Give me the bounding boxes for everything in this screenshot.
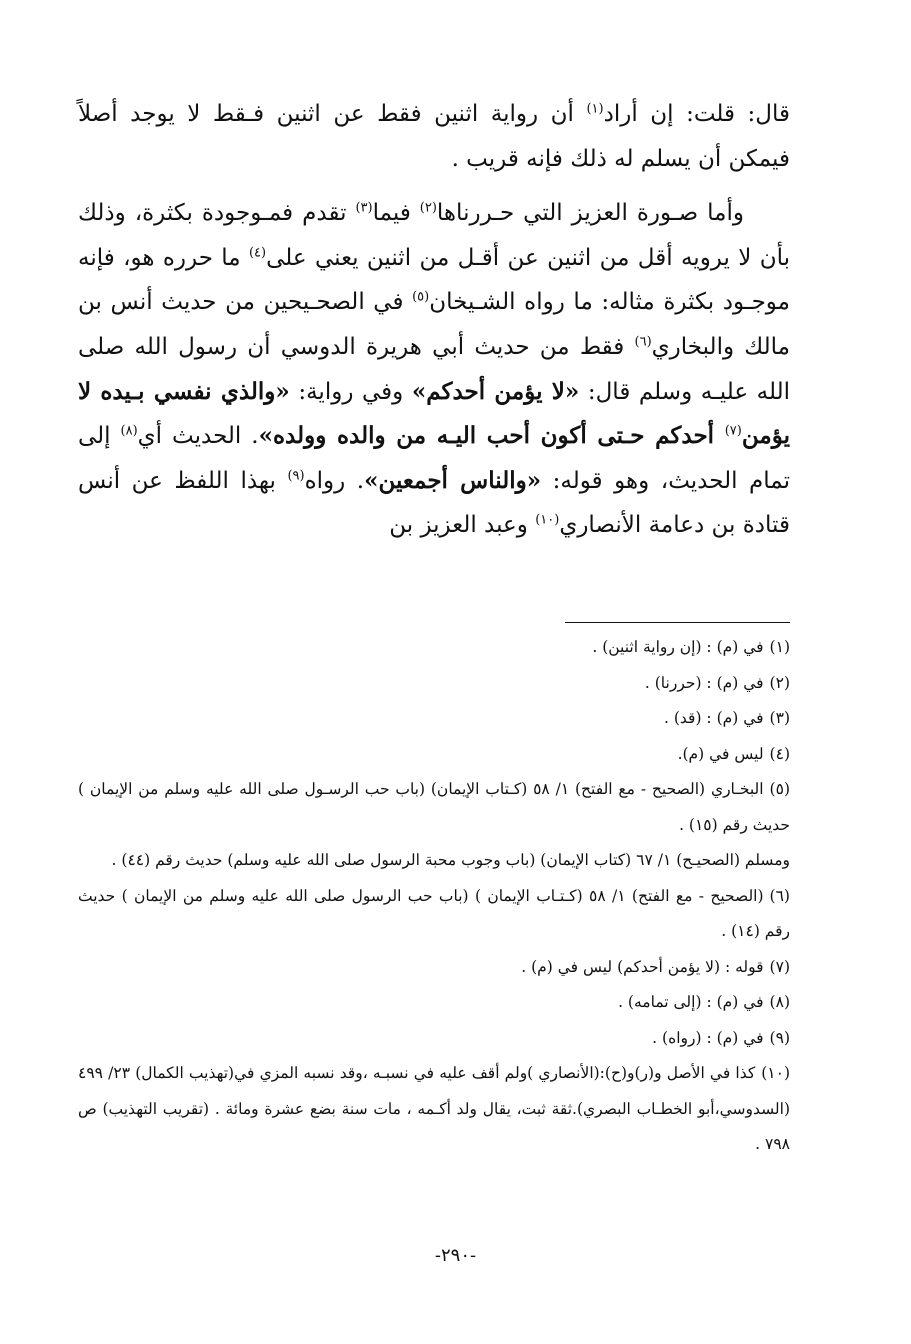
footnote-reference: (٦): [634, 334, 652, 350]
footnote: [78, 737, 790, 773]
footnote-reference: (٣): [355, 200, 373, 216]
footnote-text: في (م) : (حررنا) .: [644, 673, 764, 692]
footnote-number: (١): [769, 638, 790, 656]
footnote-text: قوله : (لا يؤمن أحدكم) ليس في (م) .: [521, 957, 764, 976]
footnote-number: (٥): [769, 780, 790, 798]
footnote-number: (٤): [769, 744, 790, 763]
footnote-number: (٨): [769, 993, 790, 1011]
footnote-number: (٢): [769, 673, 790, 692]
footnote-number: (٣): [769, 709, 790, 727]
hadith-quote: «والناس أجمعين»: [364, 466, 542, 494]
footnote-reference: (٥): [412, 289, 430, 305]
text-segment: وفي رواية:: [289, 378, 412, 405]
footnote-reference: (٧): [724, 423, 742, 439]
text-segment: إلى تمام الحديث، وهو قوله:: [78, 423, 790, 494]
footnote-reference: (١): [586, 101, 604, 117]
footnote-text: (الصحيح - مع الفتح) ١/ ٥٨ (كـتـاب الإيمان ) (باب حب الرسول صلى الله عليه وسلم من الإيمان ) حديث رقم (١٤) .: [78, 886, 790, 940]
footnote: [78, 1021, 790, 1057]
footnote-reference: (٩): [287, 468, 305, 484]
footnote-text: في (م) : (إلى تمامه) .: [618, 993, 764, 1011]
footnote: [78, 772, 790, 843]
text-segment: بهذا اللفظ عن أنس قتادة بن دعامة الأنصاري: [78, 467, 790, 539]
footnote-text: ليس في (م).: [677, 744, 764, 763]
footnote-text: في (م) : (إن رواية اثنين) .: [592, 638, 764, 656]
footnote-reference: (١٠): [535, 512, 560, 528]
footnote: [78, 701, 790, 737]
footnote-number: (٩): [769, 1028, 790, 1047]
footnote-text: في (م) : (رواه) .: [652, 1028, 764, 1047]
text-segment: أن رواية اثنين فقط عن اثنين فـقط لا يوجد أصلاً فيمكن أن يسلم له ذلك فإنه قريب .: [78, 101, 790, 172]
footnote-number: (٦): [769, 886, 790, 905]
footnote-text: كذا في الأصل و(ر)و(ح):(الأنصاري )ولم أقف عليه في نسبـه ،وقد نسبه المزي في(تهذيب الكمال) ٢٣/ ٤٩٩ (السدوسي،أبو الخطـاب البصري).ثقة ثبت، يقال ولد أكـمه ، مات سنة بضع عشرة ومائة . (تقريب التهذيب) ص ٧٩٨ .: [78, 1064, 790, 1153]
footnote-text: البخـاري (الصحيح - مع الفتح) ١/ ٥٨ (كـتاب الإيمان) (باب حب الرسـول صلى الله عليه وسلم من الإيمان ) حديث رقم (١٥) .: [78, 780, 790, 834]
footnote-reference: (٤): [248, 245, 267, 261]
text-segment: وأما صـورة العزيز التي حـررناها: [436, 200, 744, 227]
footnote-number: (١٠): [761, 1064, 791, 1082]
footnote: [78, 1056, 790, 1163]
paragraph: [78, 92, 790, 181]
text-segment: قال: قلت: إن أراد: [603, 101, 790, 127]
footnotes-section: [78, 630, 790, 1163]
hadith-quote: أحدكم حـتى أكون أحب اليـه من والده وولده»: [258, 422, 725, 450]
text-segment: فقط من حديث أبي هريرة الدوسي أن رسول الله صلى الله عليـه وسلم قال:: [78, 333, 790, 405]
text-segment: . الحديث أي: [137, 423, 259, 450]
footnote: [78, 630, 790, 666]
text-segment: وعبد العزيز بن: [389, 512, 536, 539]
text-segment: فيما: [372, 200, 420, 227]
document-page: [78, 92, 791, 1153]
paragraph: [78, 191, 790, 548]
main-text: [78, 92, 790, 548]
footnote-divider: [565, 622, 790, 623]
hadith-quote: «لا يؤمن أحدكم»: [411, 377, 580, 405]
text-segment: . رواه: [304, 467, 365, 494]
footnote-text: ومسلم (الصحيـح) ١/ ٦٧ (كتاب الإيمان) (باب وجوب محبة الرسول صلى الله عليه وسلم) حديث رقم (٤٤) .: [111, 851, 790, 869]
text-segment: تقدم فمـوجودة بكثرة، وذلك بأن لا يرويه أقل من اثنين عن أقـل من اثنين يعني على: [78, 200, 791, 271]
text-segment: ما حرره هو، فإنه موجـود بكثرة مثاله: ما رواه الشـيخان: [78, 244, 790, 316]
footnote-reference: (٢): [419, 200, 437, 216]
footnote-number: (٧): [769, 957, 790, 976]
footnote: [78, 879, 790, 950]
hadith-quote: «والذي نفسي بـيده لا يؤمن: [78, 377, 790, 450]
footnote-text: في (م) : (قد) .: [664, 709, 764, 727]
page-number: -٢٩٠-: [434, 1245, 477, 1266]
footnote: [78, 985, 790, 1021]
footnote: [78, 666, 790, 702]
footnote-reference: (٨): [120, 423, 138, 439]
text-segment: في الصحـيحين من حديث أنس بن مالك والبخاري: [78, 289, 790, 360]
footnote: [78, 843, 790, 879]
footnote: [78, 950, 790, 986]
